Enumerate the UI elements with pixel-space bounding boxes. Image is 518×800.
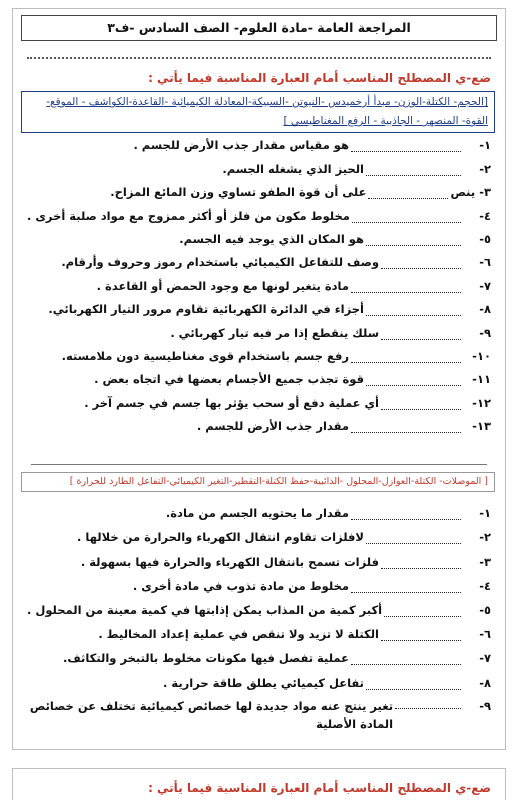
item-text: أي عملية دفع أو سحب يؤثر بها جسم في جسم آخر . [84,395,379,410]
answer-blank[interactable] [351,351,461,363]
item-text: وصف للتفاعل الكيميائي باستخدام رموز وحروف وأرقام. [61,255,379,270]
next-page-preview [12,768,506,800]
answer-blank[interactable] [381,629,461,641]
item-text: رفع جسم باستخدام قوى مغناطيسية دون ملامسته. [61,348,349,363]
list-item [27,570,491,594]
next-page-heading: ضع-ي المصطلح المناسب أمام العبارة المناسبة فيما يأتي : [148,781,491,795]
worksheet-page [12,8,506,750]
page-title: المراجعة العامة -مادة العلوم- الصف السادس -ف٣ [21,15,497,41]
item-text: مقدار ما يحتويه الجسم من مادة. [165,506,349,521]
item-number: ٣- ينص [450,185,491,200]
item-number: ٤- [479,578,491,593]
list-item [27,294,491,317]
item-number: ٢- [479,530,491,545]
item-number: ٤- [479,208,491,223]
item-number: ٣- [479,554,491,569]
answer-blank[interactable] [381,557,461,569]
answer-blank[interactable] [381,398,461,410]
list-item [27,691,491,731]
item-text: عملية تفصل فيها مكونات مخلوط بالتبخر والتكاثف. [62,651,349,666]
item-text: الحيز الذي يشغله الجسم. [222,161,364,176]
list-item [27,224,491,247]
item-number: ١- [479,138,491,153]
item-number: ٧- [479,278,491,293]
answer-blank[interactable] [351,581,461,593]
list-item [27,642,491,666]
answer-blank[interactable] [366,234,461,246]
list-item [27,153,491,176]
section1-word-bank: [الحجم- الكتلة-الوزن- مبدأ أرخميدس -النيوتن -السبيكة-المعادلة الكيميائية -القاعدة-الكواشف - الموقع- القوة- المنصهر - الجاذبية - الرفع المغناطيسي ] [21,91,495,133]
answer-blank[interactable] [384,605,461,617]
answer-blank[interactable] [351,421,461,433]
answer-blank[interactable] [381,257,461,269]
list-item [27,130,491,153]
item-text: مقدار جذب الأرض للجسم . [196,419,349,434]
section2-word-bank: [ الموصلات- الكتلة-العوازل-المحلول -الذائبية-حفظ الكتلة-التقطير-التغير الكيميائي-التفاعل الطارد للحرارة ] [21,472,495,492]
answer-blank[interactable] [366,532,461,544]
item-text: تغير ينتج عنه مواد جديدة لها خصائص كيميائية تختلف عن خصائص المادة الأصلية [29,698,394,731]
item-text: قوة تجذب جميع الأجسام بعضها في اتجاه بعض . [94,372,364,387]
item-number: ٨- [479,302,491,317]
list-item [27,618,491,642]
answer-blank[interactable] [351,140,461,152]
list-item [27,341,491,364]
item-text: أكبر كمية من المذاب يمكن إذابتها في كمية معينة من المحلول . [27,602,383,617]
item-text: أجزاء في الدائرة الكهربائية تقاوم مرور التيار الكهربائي. [48,302,364,317]
item-number: ٥- [479,231,491,246]
item-number: ١١- [472,372,491,387]
item-number: ٨- [479,675,491,690]
answer-blank[interactable] [381,328,461,340]
item-text: مخلوط مكون من فلز أو أكثر ممزوج مع مواد صلبة أخرى . [27,208,350,223]
list-item [27,497,491,521]
item-number: ٩- [479,325,491,340]
answer-blank[interactable] [351,281,461,293]
item-number: ٩- [479,698,491,713]
item-text: فلزات تسمح بانتقال الكهرباء والحرارة فيها بسهولة . [80,554,379,569]
section-separator [31,464,487,465]
answer-blank[interactable] [366,374,461,386]
list-item [27,594,491,618]
list-item [27,545,491,569]
item-text: هو مقياس مقدار جذب الأرض للجسم . [133,138,349,153]
dotted-divider [27,57,491,59]
item-number: ٥- [479,602,491,617]
answer-blank[interactable] [351,508,461,520]
item-number: ٦- [479,627,491,642]
item-text: على أن قوة الطفو تساوي وزن المائع المزاح. [110,185,367,200]
list-item [27,270,491,293]
item-text: هو المكان الذي يوجد فيه الجسم. [179,231,364,246]
item-number: ١٠- [472,348,491,363]
item-text: الكتلة لا تزيد ولا تنقص في عملية إعداد المخاليط . [98,627,379,642]
item-number: ١- [479,506,491,521]
list-item [27,247,491,270]
item-text: تفاعل كيميائي يطلق طاقة حرارية . [162,675,364,690]
answer-blank[interactable] [351,653,461,665]
section1-heading: ضع-ي المصطلح المناسب أمام العبارة المناسبة فيما يأتي : [148,71,491,85]
item-text: مخلوط من مادة تذوب في مادة أخرى . [132,578,349,593]
answer-blank[interactable] [368,187,448,199]
item-number: ١٢- [472,395,491,410]
list-item [27,521,491,545]
item-number: ١٣- [472,419,491,434]
list-item [27,200,491,223]
item-text: مادة يتغير لونها مع وجود الحمض أو القاعدة . [96,278,349,293]
item-number: ٢- [479,161,491,176]
answer-blank[interactable] [366,164,461,176]
item-text: سلك ينقطع إذا مر فيه تيار كهربائي . [170,325,379,340]
answer-blank[interactable] [366,678,461,690]
item-text: لافلزات تقاوم انتقال الكهرباء والحرارة من خلالها . [77,530,364,545]
answer-blank[interactable] [366,304,461,316]
item-number: ٧- [479,651,491,666]
list-item [27,317,491,340]
list-item [27,177,491,200]
answer-blank[interactable] [395,697,461,709]
list-item [27,666,491,690]
answer-blank[interactable] [352,211,461,223]
item-number: ٦- [479,255,491,270]
section2-items [27,497,491,731]
